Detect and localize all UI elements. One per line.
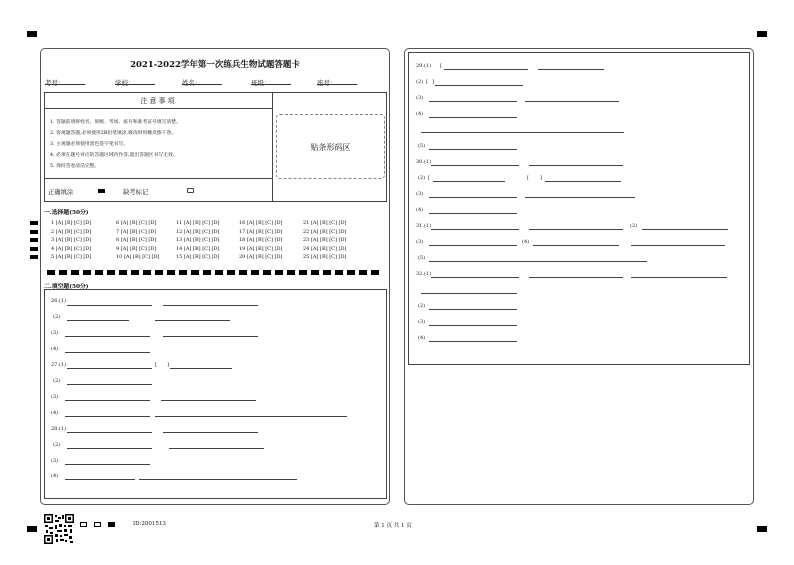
timing-bar <box>143 270 151 275</box>
q32-label: 32.(1) <box>416 271 432 277</box>
answer-line[interactable] <box>533 245 619 246</box>
q28-part-label: (2) <box>53 442 61 448</box>
page-number: 第 1 页 共 1 页 <box>374 523 412 529</box>
choice-item[interactable]: 21 [A] [B] [C] [D] <box>303 220 347 226</box>
answer-line[interactable] <box>631 277 727 278</box>
timing-bar <box>83 270 91 275</box>
choice-item[interactable]: 16 [A] [B] [C] [D] <box>239 220 283 226</box>
bracket-open: [ <box>440 63 442 69</box>
answer-line[interactable] <box>429 325 517 326</box>
timing-bar <box>299 270 307 275</box>
timing-bar <box>107 270 115 275</box>
answer-line[interactable] <box>67 384 152 385</box>
notice-rule: 5. 保持答卷清洁完整。 <box>50 164 100 169</box>
answer-line[interactable] <box>421 132 624 133</box>
bracket-open: [ <box>155 362 157 368</box>
info-label-exam-no: 考号： <box>45 79 65 87</box>
name-field[interactable] <box>182 78 222 85</box>
fill-in-answer-box-right <box>408 52 750 365</box>
choice-item[interactable]: 24 [A] [B] [C] [D] <box>303 245 347 252</box>
choice-item[interactable]: 9 [A] [B] [C] [D] <box>116 245 157 252</box>
choice-item[interactable]: 15 [A] [B] [C] [D] <box>176 254 220 261</box>
timing-bar <box>335 270 343 275</box>
answer-line[interactable] <box>163 432 258 433</box>
answer-line[interactable] <box>155 416 347 417</box>
answer-line[interactable] <box>65 400 150 401</box>
timing-bar <box>275 270 283 275</box>
scan-box <box>80 522 87 527</box>
timing-bar <box>59 270 67 275</box>
choice-item[interactable]: 20 [A] [B] [C] [D] <box>239 254 283 261</box>
answer-line[interactable] <box>170 368 232 369</box>
choice-item[interactable]: 19 [A] [B] [C] [D] <box>239 245 283 252</box>
choice-item[interactable]: 12 [A] [B] [C] [D] <box>176 228 220 235</box>
timing-bar <box>347 270 355 275</box>
seat-field[interactable] <box>317 78 357 85</box>
timing-bar <box>227 270 235 275</box>
info-label-school: 学校： <box>115 79 135 87</box>
q30-part-label: (4) <box>416 207 424 213</box>
q31-part-label: (2) <box>630 223 638 229</box>
q26-part-label: (2) <box>53 314 61 320</box>
timing-bar <box>359 270 367 275</box>
card-id: ID:2001513 <box>133 521 166 527</box>
info-label-name: 姓名： <box>182 79 202 87</box>
q32-part-label: (2) <box>418 303 426 309</box>
answer-line[interactable] <box>525 197 635 198</box>
choice-item[interactable]: 3 [A] [B] [C] [D] <box>51 237 92 244</box>
q27-label: 27.(1) <box>51 362 67 368</box>
answer-line[interactable] <box>67 448 152 449</box>
qr-code-icon <box>44 514 74 544</box>
answer-line[interactable] <box>529 165 623 166</box>
answer-line[interactable] <box>67 320 129 321</box>
answer-line[interactable] <box>435 85 523 86</box>
info-label-class: 班级： <box>251 79 271 87</box>
row-timing-mark <box>30 230 38 234</box>
q30-part-label: (3) <box>416 191 424 197</box>
timing-bar <box>371 270 379 275</box>
notice-box <box>44 92 387 202</box>
q26-part-label: (4) <box>51 346 59 352</box>
q31-part-label: (3) <box>416 239 424 245</box>
choice-item[interactable]: 11 [A] [B] [C] [D] <box>176 220 220 226</box>
section1-title: 一.选择题(50分) <box>44 210 89 216</box>
q31-part-label: (4) <box>522 239 530 245</box>
q29-part-label: (5) <box>418 143 426 149</box>
q29-label: 29.(1) <box>416 63 432 69</box>
row-timing-mark <box>30 255 38 259</box>
answer-line[interactable] <box>65 336 150 337</box>
answer-line[interactable] <box>631 245 725 246</box>
answer-line[interactable] <box>65 352 150 353</box>
choice-item[interactable]: 25 [A] [B] [C] [D] <box>303 254 347 261</box>
answer-line[interactable] <box>429 341 517 342</box>
answer-line[interactable] <box>429 117 517 118</box>
timing-bar <box>47 270 55 275</box>
bracket-open: [ <box>527 175 529 181</box>
answer-line[interactable] <box>642 229 728 230</box>
q27-part-label: (4) <box>51 410 59 416</box>
answer-line[interactable] <box>525 101 619 102</box>
answer-line[interactable] <box>161 400 256 401</box>
timing-bar <box>155 270 163 275</box>
answer-line[interactable] <box>429 261 647 262</box>
choice-item[interactable]: 18 [A] [B] [C] [D] <box>239 237 283 244</box>
bracket-open: [ <box>428 175 430 181</box>
timing-bar <box>179 270 187 275</box>
scan-box <box>94 522 101 527</box>
page-title: 2021-2022学年第一次练兵生物试题答题卡 <box>130 60 300 70</box>
notice-rule: 2. 客观题答题,必须使用2B铅笔填涂,修改时用橡皮擦干净。 <box>50 131 177 136</box>
fill-in-answer-box <box>44 289 387 499</box>
answer-line[interactable] <box>429 309 517 310</box>
q32-part-label: (4) <box>418 335 426 341</box>
section2-title: 二.填空题(50分) <box>44 284 89 290</box>
class-field[interactable] <box>251 78 291 85</box>
left-answer-panel <box>40 48 390 505</box>
bracket-close: ] <box>540 175 542 181</box>
answer-line[interactable] <box>67 305 152 306</box>
choice-item[interactable]: 17 [A] [B] [C] [D] <box>239 228 283 235</box>
choice-item[interactable]: 14 [A] [B] [C] [D] <box>176 245 220 252</box>
row-timing-mark <box>30 238 38 242</box>
fill-example-row <box>45 178 272 203</box>
alignment-mark <box>27 31 37 37</box>
answer-line[interactable] <box>67 432 152 433</box>
q26-part-label: (3) <box>51 330 59 336</box>
answer-line[interactable] <box>421 293 517 294</box>
notice-rules-area <box>45 93 273 201</box>
choice-item[interactable]: 22 [A] [B] [C] [D] <box>303 228 347 235</box>
student-info-line <box>45 78 385 88</box>
bracket-close: ] <box>167 362 169 368</box>
absent-mark-box[interactable] <box>187 188 194 193</box>
answer-line[interactable] <box>429 149 517 150</box>
answer-line[interactable] <box>429 245 517 246</box>
answer-line[interactable] <box>65 479 135 480</box>
answer-line[interactable] <box>67 368 152 369</box>
school-field[interactable] <box>115 78 155 85</box>
q31-part-label: (5) <box>418 255 426 261</box>
answer-line[interactable] <box>444 69 528 70</box>
answer-line[interactable] <box>431 229 519 230</box>
answer-line[interactable] <box>429 101 517 102</box>
choice-item[interactable]: 10 [A] [B] [C] [D] <box>116 254 160 261</box>
q27-part-label: (2) <box>53 378 61 384</box>
choice-item[interactable]: 6 [A] [B] [C] [D] <box>116 220 157 226</box>
q29-part-label: (4) <box>416 111 424 117</box>
choice-item[interactable]: 2 [A] [B] [C] [D] <box>51 228 92 235</box>
choice-item[interactable]: 13 [A] [B] [C] [D] <box>176 237 220 244</box>
timing-bar <box>215 270 223 275</box>
timing-bar <box>167 270 175 275</box>
q32-part-label: (3) <box>418 319 426 325</box>
q30-part-label: (2) <box>418 175 426 181</box>
answer-line[interactable] <box>433 181 505 182</box>
choice-item[interactable]: 5 [A] [B] [C] [D] <box>51 254 92 261</box>
choice-item[interactable]: 4 [A] [B] [C] [D] <box>51 245 92 252</box>
choice-item[interactable]: 8 [A] [B] [C] [D] <box>116 237 157 244</box>
notice-rule: 3. 主观题必须使用黑色签字笔书写。 <box>50 142 129 147</box>
timing-bar <box>191 270 199 275</box>
q28-label: 28.(1) <box>51 426 67 432</box>
answer-line[interactable] <box>155 320 230 321</box>
answer-line[interactable] <box>429 213 517 214</box>
bracket-close: ] <box>432 79 434 85</box>
timing-bar <box>71 270 79 275</box>
timing-bar <box>131 270 139 275</box>
correct-fill-label: 正确填涂 <box>48 189 74 196</box>
notice-rule: 4. 必须在题号对应的答题区域内作答,超出答题区书写无效。 <box>50 153 178 158</box>
info-label-seat: 座号： <box>317 79 337 87</box>
q29-part-label: (3) <box>416 95 424 101</box>
answer-line[interactable] <box>65 416 150 417</box>
answer-line[interactable] <box>529 229 623 230</box>
answer-line[interactable] <box>163 305 258 306</box>
timing-bar <box>203 270 211 275</box>
answer-line[interactable] <box>431 165 519 166</box>
q29-part-label: (2) <box>416 79 424 85</box>
notice-heading: 注意事项 <box>45 93 272 109</box>
correct-fill-sample <box>98 189 105 193</box>
answer-line[interactable] <box>65 464 150 465</box>
bracket-open: [ <box>426 79 428 85</box>
barcode-area: 贴条形码区 <box>276 114 385 179</box>
q27-part-label: (3) <box>51 394 59 400</box>
answer-line[interactable] <box>529 277 623 278</box>
answer-line[interactable] <box>545 181 621 182</box>
answer-line[interactable] <box>538 69 604 70</box>
alignment-mark <box>27 526 37 532</box>
timing-bar <box>263 270 271 275</box>
scan-box-filled <box>108 522 115 527</box>
absent-mark-label: 缺考标记 <box>123 189 149 196</box>
answer-line[interactable] <box>429 197 517 198</box>
q28-part-label: (4) <box>51 473 59 479</box>
timing-bar <box>311 270 319 275</box>
row-timing-mark <box>30 247 38 251</box>
timing-bar <box>95 270 103 275</box>
timing-bar <box>239 270 247 275</box>
answer-line[interactable] <box>169 448 264 449</box>
exam-no-field[interactable] <box>45 78 85 85</box>
q26-label: 26.(1) <box>51 298 67 304</box>
q31-label: 31.(1) <box>416 223 432 229</box>
timing-bar <box>251 270 259 275</box>
q30-label: 30.(1) <box>416 159 432 165</box>
timing-bar <box>287 270 295 275</box>
answer-line[interactable] <box>163 336 258 337</box>
answer-line[interactable] <box>139 479 297 480</box>
right-answer-panel <box>404 48 754 505</box>
timing-bar <box>119 270 127 275</box>
q28-part-label: (3) <box>51 458 59 464</box>
answer-line[interactable] <box>431 277 519 278</box>
choice-item[interactable]: 23 [A] [B] [C] [D] <box>303 237 347 244</box>
choice-item[interactable]: 1 [A] [B] [C] [D] <box>51 220 92 226</box>
row-timing-mark <box>30 221 38 225</box>
alignment-mark <box>757 31 767 37</box>
notice-rule: 1. 答题前请将姓名、班级、考场、座号和准考证号填写清楚。 <box>50 120 181 125</box>
choice-item[interactable]: 7 [A] [B] [C] [D] <box>116 228 157 235</box>
alignment-mark <box>757 526 767 532</box>
timing-bar <box>323 270 331 275</box>
